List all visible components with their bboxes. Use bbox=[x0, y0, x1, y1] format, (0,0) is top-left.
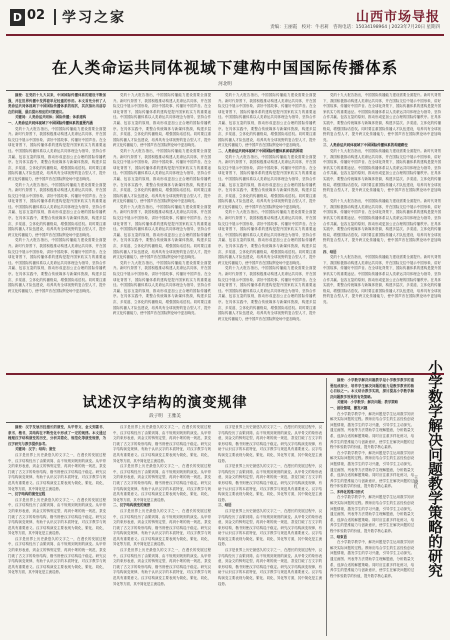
article2-body: 汉字是世界上历史最悠久的文字之一，在漫长的发展过程中，汉字结构经历了由繁到简、由不规则到规则的演变。从甲骨文的象形表意，到金文的铸刻定型，再到小篆的统一规范，隶变打破了古文字的象形结构，楷书则使汉字结构趋于稳定。研究汉字结构演变规律，有助于认识汉字的本质特征，对汉字教学与规范具有重要意义。汉字结构演变主要表现为简化、繁化、同化、异化等方面，其中简化是主流趋势。 bbox=[218, 508, 322, 547]
article2-body: 汉字是世界上历史最悠久的文字之一，在漫长的发展过程中，汉字结构经历了由繁到简、由不规则到规则的演变。从甲骨文的象形表意，到金文的铸刻定型，再到小篆的统一规范，隶变打破了古文字的象形结构，楷书则使汉字结构趋于稳定。研究汉字结构演变规律，有助于认识汉字的本质特征，对汉字教学与规范具有重要意义。汉字结构演变主要表现为简化、繁化、同化、异化等方面，其中简化是主流趋势。 bbox=[218, 548, 322, 586]
article1-title: 在人类命运共同体视域下建构中国国际传播体系 bbox=[51, 59, 399, 77]
article1-col3 bbox=[218, 93, 316, 369]
article3-sec1: 一、创设情境，激发兴趣 bbox=[330, 405, 368, 410]
article2-col2 bbox=[113, 425, 211, 637]
article1-col1 bbox=[8, 93, 106, 369]
article3-sec3: 三、结束语 bbox=[330, 534, 347, 539]
article3-title: 小学数学解决问题教学策略的研究 bbox=[426, 360, 442, 578]
article1-body: 党的十九大报告指出，中国国际传播能力建设需要全面提升。新时代背景下，我国积极推动构建人类命运共同体，并在国际交往中展示中国形象、讲好中国故事、传播好中国声音。在全球化背景下，国际传播体系的建构是提升国家软实力的重要途径。中国国际传播体系以人类命运共同体理念为指导，坚持合作共赢、包容互鉴的原则，推动形成更加公正合理的国际传播秩序。在具体实践中，要整合传统媒体与新媒体资源，构建多层次、多渠道、立体化的传播格局，增强国际话语权。同时要注重国际传播人才队伍建设，培养具有全球视野的复合型人才，提升跨文化传播能力，使中国声音在国际舆论场中更加响亮。 bbox=[113, 148, 211, 204]
article2-body: 汉字是世界上历史最悠久的文字之一，在漫长的发展过程中，汉字结构经历了由繁到简、由不规则到规则的演变。从甲骨文的象形表意，到金文的铸刻定型，再到小篆的统一规范，隶变打破了古文字的象形结构，楷书则使汉字结构趋于稳定。研究汉字结构演变规律，有助于认识汉字的本质特征，对汉字教学与规范具有重要意义。汉字结构演变主要表现为简化、繁化、同化、异化等方面，其中简化是主流趋势。 bbox=[218, 425, 322, 463]
article1-body: 党的十九大报告指出，中国国际传播能力建设需要全面提升。新时代背景下，我国积极推动构建人类命运共同体，并在国际交往中展示中国形象、讲好中国故事、传播好中国声音。在全球化背景下，国际传播体系的建构是提升国家软实力的重要途径。中国国际传播体系以人类命运共同体理念为指导，坚持合作共赢、包容互鉴的原则，推动形成更加公正合理的国际传播秩序。在具体实践中，要整合传统媒体与新媒体资源，构建多层次、多渠道、立体化的传播格局，增强国际话语权。同时要注重国际传播人才队伍建设，培养具有全球视野的复合型人才，提升跨文化传播能力，使中国声音在国际舆论场中更加响亮。 bbox=[323, 199, 441, 249]
article1-body: 党的十九大报告指出，中国国际传播能力建设需要全面提升。新时代背景下，我国积极推动构建人类命运共同体，并在国际交往中展示中国形象、讲好中国故事、传播好中国声音。在全球化背景下，国际传播体系的建构是提升国家软实力的重要途径。中国国际传播体系以人类命运共同体理念为指导，坚持合作共赢、包容互鉴的原则，推动形成更加公正合理的国际传播秩序。在具体实践中，要整合传统媒体与新媒体资源，构建多层次、多渠道、立体化的传播格局，增强国际话语权。同时要注重国际传播人才队伍建设，培养具有全球视野的复合型人才，提升跨文化传播能力，使中国声音在国际舆论场中更加响亮。 bbox=[8, 182, 106, 237]
article2-title: 试述汉字结构的演变规律 bbox=[82, 395, 248, 411]
article3-abstract: 摘要：小学数学解决问题教学是小学数学教学的重要组成部分，培养学生解决问题的能力是数学教育的核心目标之一。本文结合教学实践，探讨提高小学数学解决问题教学效果的有效策略。 bbox=[330, 378, 414, 399]
article2-body: 汉字是世界上历史最悠久的文字之一，在漫长的发展过程中，汉字结构经历了由繁到简、由不规则到规则的演变。从甲骨文的象形表意，到金文的铸刻定型，再到小篆的统一规范，隶变打破了古文字的象形结构，楷书则使汉字结构趋于稳定。研究汉字结构演变规律，有助于认识汉字的本质特征，对汉字教学与规范具有重要意义。汉字结构演变主要表现为简化、繁化、同化、异化等方面，其中简化是主流趋势。 bbox=[113, 425, 211, 463]
article2-col1 bbox=[8, 425, 106, 637]
article1-body: 党的十九大报告指出，中国国际传播能力建设需要全面提升。新时代背景下，我国积极推动构建人类命运共同体，并在国际交往中展示中国形象、讲好中国故事、传播好中国声音。在全球化背景下，国际传播体系的建构是提升国家软实力的重要途径。中国国际传播体系以人类命运共同体理念为指导，坚持合作共赢、包容互鉴的原则，推动形成更加公正合理的国际传播秩序。在具体实践中，要整合传统媒体与新媒体资源，构建多层次、多渠道、立体化的传播格局，增强国际话语权。同时要注重国际传播人才队伍建设，培养具有全球视野的复合型人才，提升跨文化传播能力，使中国声音在国际舆论场中更加响亮。 bbox=[323, 255, 441, 304]
article2-body: 汉字是世界上历史最悠久的文字之一，在漫长的发展过程中，汉字结构经历了由繁到简、由不规则到规则的演变。从甲骨文的象形表意，到金文的铸刻定型，再到小篆的统一规范，隶变打破了古文字的象形结构，楷书则使汉字结构趋于稳定。研究汉字结构演变规律，有助于认识汉字的本质特征，对汉字教学与规范具有重要意义。汉字结构演变主要表现为简化、繁化、同化、异化等方面，其中简化是主流趋势。 bbox=[113, 548, 211, 586]
column-divider bbox=[326, 378, 327, 636]
article2-byline: 段子明 王雅美 bbox=[149, 414, 181, 419]
article3-body: 在小学数学教学中，解决问题是学生运用数学知识解决实际问题的过程。教师应结合学生的生活经验创设问题情境，激发学生的学习兴趣，引导学生主动探究。通过画图、列表等方法帮助学生理解题意，分析数量关系，选择合适的解题策略。同时应注重多样化练习，培养学生的思维能力与创新意识，使学生在解决问题的过程中体验数学的价值，提升数学核心素养。 bbox=[330, 450, 414, 489]
article2-sec3: 三、结语 bbox=[218, 503, 232, 508]
article1-body: 党的十九大报告指出，中国国际传播能力建设需要全面提升。新时代背景下，我国积极推动构建人类命运共同体，并在国际交往中展示中国形象、讲好中国故事、传播好中国声音。在全球化背景下，国际传播体系的建构是提升国家软实力的重要途径。中国国际传播体系以人类命运共同体理念为指导，坚持合作共赢、包容互鉴的原则，推动形成更加公正合理的国际传播秩序。在具体实践中，要整合传统媒体与新媒体资源，构建多层次、多渠道、立体化的传播格局，增强国际话语权。同时要注重国际传播人才队伍建设，培养具有全球视野的复合型人才，提升跨文化传播能力，使中国声音在国际舆论场中更加响亮。 bbox=[323, 148, 441, 198]
article2-body: 汉字是世界上历史最悠久的文字之一，在漫长的发展过程中，汉字结构经历了由繁到简、由不规则到规则的演变。从甲骨文的象形表意，到金文的铸刻定型，再到小篆的统一规范，隶变打破了古文字的象形结构，楷书则使汉字结构趋于稳定。研究汉字结构演变规律，有助于认识汉字的本质特征，对汉字教学与规范具有重要意义。汉字结构演变主要表现为简化、繁化、同化、异化等方面，其中简化是主流趋势。 bbox=[113, 464, 211, 502]
article2-sec1: 一、汉字结构的演变过程 bbox=[8, 492, 46, 497]
article1-body: 党的十九大报告指出，中国国际传播能力建设需要全面提升。新时代背景下，我国积极推动构建人类命运共同体，并在国际交往中展示中国形象、讲好中国故事、传播好中国声音。在全球化背景下，国际传播体系的建构是提升国家软实力的重要途径。中国国际传播体系以人类命运共同体理念为指导，坚持合作共赢、包容互鉴的原则，推动形成更加公正合理的国际传播秩序。在具体实践中，要整合传统媒体与新媒体资源，构建多层次、多渠道、立体化的传播格局，增强国际话语权。同时要注重国际传播人才队伍建设，培养具有全球视野的复合型人才，提升跨文化传播能力，使中国声音在国际舆论场中更加响亮。 bbox=[218, 266, 316, 321]
section-divider bbox=[54, 9, 56, 25]
page-number: 02 bbox=[27, 8, 46, 23]
article1-sec1: 一、人类命运共同体视域下中国国际传播体系的重要内涵 bbox=[8, 120, 93, 125]
article3-keywords: 关键词：小学数学；解决问题；教学策略 bbox=[337, 400, 399, 405]
article3-sec2: 二、多样化的练习形式 bbox=[330, 489, 364, 494]
article1-rule bbox=[6, 90, 444, 91]
masthead bbox=[6, 4, 444, 36]
article2-sec2: 二、汉字结构演变的规律 bbox=[113, 503, 151, 508]
article1-body: 党的十九大报告指出，中国国际传播能力建设需要全面提升。新时代背景下，我国积极推动构建人类命运共同体，并在国际交往中展示中国形象、讲好中国故事、传播好中国声音。在全球化背景下，国际传播体系的建构是提升国家软实力的重要途径。中国国际传播体系以人类命运共同体理念为指导，坚持合作共赢、包容互鉴的原则，推动形成更加公正合理的国际传播秩序。在具体实践中，要整合传统媒体与新媒体资源，构建多层次、多渠道、立体化的传播格局，增强国际话语权。同时要注重国际传播人才队伍建设，培养具有全球视野的复合型人才，提升跨文化传播能力，使中国声音在国际舆论场中更加响亮。 bbox=[323, 93, 441, 142]
article1-body: 党的十九大报告指出，中国国际传播能力建设需要全面提升。新时代背景下，我国积极推动构建人类命运共同体，并在国际交往中展示中国形象、讲好中国故事、传播好中国声音。在全球化背景下，国际传播体系的建构是提升国家软实力的重要途径。中国国际传播体系以人类命运共同体理念为指导，坚持合作共赢、包容互鉴的原则，推动形成更加公正合理的国际传播秩序。在具体实践中，要整合传统媒体与新媒体资源，构建多层次、多渠道、立体化的传播格局，增强国际话语权。同时要注重国际传播人才队伍建设，培养具有全球视野的复合型人才，提升跨文化传播能力，使中国声音在国际舆论场中更加响亮。 bbox=[218, 210, 316, 265]
article3-body: 在小学数学教学中，解决问题是学生运用数学知识解决实际问题的过程。教师应结合学生的生活经验创设问题情境，激发学生的学习兴趣，引导学生主动探究。通过画图、列表等方法帮助学生理解题意，分析数量关系，选择合适的解题策略。同时应注重多样化练习，培养学生的思维能力与创新意识，使学生在解决问题的过程中体验数学的价值，提升数学核心素养。 bbox=[330, 540, 414, 578]
article1-byline: 河北明 bbox=[218, 82, 232, 87]
article3-col1 bbox=[330, 378, 414, 636]
article2-body: 汉字是世界上历史最悠久的文字之一，在漫长的发展过程中，汉字结构经历了由繁到简、由不规则到规则的演变。从甲骨文的象形表意，到金文的铸刻定型，再到小篆的统一规范，隶变打破了古文字的象形结构，楷书则使汉字结构趋于稳定。研究汉字结构演变规律，有助于认识汉字的本质特征，对汉字教学与规范具有重要意义。汉字结构演变主要表现为简化、繁化、同化、异化等方面，其中简化是主流趋势。 bbox=[8, 497, 106, 536]
article1-body: 党的十九大报告指出，中国国际传播能力建设需要全面提升。新时代背景下，我国积极推动构建人类命运共同体，并在国际交往中展示中国形象、讲好中国故事、传播好中国声音。在全球化背景下，国际传播体系的建构是提升国家软实力的重要途径。中国国际传播体系以人类命运共同体理念为指导，坚持合作共赢、包容互鉴的原则，推动形成更加公正合理的国际传播秩序。在具体实践中，要整合传统媒体与新媒体资源，构建多层次、多渠道、立体化的传播格局，增强国际话语权。同时要注重国际传播人才队伍建设，培养具有全球视野的复合型人才，提升跨文化传播能力，使中国声音在国际舆论场中更加响亮。 bbox=[113, 204, 211, 260]
article2-body: 汉字是世界上历史最悠久的文字之一，在漫长的发展过程中，汉字结构经历了由繁到简、由不规则到规则的演变。从甲骨文的象形表意，到金文的铸刻定型，再到小篆的统一规范，隶变打破了古文字的象形结构，楷书则使汉字结构趋于稳定。研究汉字结构演变规律，有助于认识汉字的本质特征，对汉字教学与规范具有重要意义。汉字结构演变主要表现为简化、繁化、同化、异化等方面，其中简化是主流趋势。 bbox=[113, 508, 211, 547]
newspaper-name: 山西市场导报 bbox=[355, 10, 440, 25]
article1-body: 党的十九大报告指出，中国国际传播能力建设需要全面提升。新时代背景下，我国积极推动构建人类命运共同体，并在国际交往中展示中国形象、讲好中国故事、传播好中国声音。在全球化背景下，国际传播体系的建构是提升国家软实力的重要途径。中国国际传播体系以人类命运共同体理念为指导，坚持合作共赢、包容互鉴的原则，推动形成更加公正合理的国际传播秩序。在具体实践中，要整合传统媒体与新媒体资源，构建多层次、多渠道、立体化的传播格局，增强国际话语权。同时要注重国际传播人才队伍建设，培养具有全球视野的复合型人才，提升跨文化传播能力，使中国声音在国际舆论场中更加响亮。 bbox=[8, 126, 106, 181]
article1-sec2: 二、人类命运共同体视域下中国国际传播体系面临的困境 bbox=[218, 148, 303, 153]
article2-rule bbox=[6, 422, 324, 423]
article1-body: 党的十九大报告指出，中国国际传播能力建设需要全面提升。新时代背景下，我国积极推动构建人类命运共同体，并在国际交往中展示中国形象、讲好中国故事、传播好中国声音。在全球化背景下，国际传播体系的建构是提升国家软实力的重要途径。中国国际传播体系以人类命运共同体理念为指导，坚持合作共赢、包容互鉴的原则，推动形成更加公正合理的国际传播秩序。在具体实践中，要整合传统媒体与新媒体资源，构建多层次、多渠道、立体化的传播格局，增强国际话语权。同时要注重国际传播人才队伍建设，培养具有全球视野的复合型人才，提升跨文化传播能力，使中国声音在国际舆论场中更加响亮。 bbox=[8, 238, 106, 293]
article2-col3 bbox=[218, 425, 322, 637]
article2-keywords: 关键词：汉字；结构；演变 bbox=[15, 447, 56, 452]
article3-body: 在小学数学教学中，解决问题是学生运用数学知识解决实际问题的过程。教师应结合学生的生活经验创设问题情境，激发学生的学习兴趣，引导学生主动探究。通过画图、列表等方法帮助学生理解题意，分析数量关系，选择合适的解题策略。同时应注重多样化练习，培养学生的思维能力与创新意识，使学生在解决问题的过程中体验数学的价值，提升数学核心素养。 bbox=[330, 495, 414, 534]
article1-body: 党的十九大报告指出，中国国际传播能力建设需要全面提升。新时代背景下，我国积极推动构建人类命运共同体，并在国际交往中展示中国形象、讲好中国故事、传播好中国声音。在全球化背景下，国际传播体系的建构是提升国家软实力的重要途径。中国国际传播体系以人类命运共同体理念为指导，坚持合作共赢、包容互鉴的原则，推动形成更加公正合理的国际传播秩序。在具体实践中，要整合传统媒体与新媒体资源，构建多层次、多渠道、立体化的传播格局，增强国际话语权。同时要注重国际传播人才队伍建设，培养具有全球视野的复合型人才，提升跨文化传播能力，使中国声音在国际舆论场中更加响亮。 bbox=[113, 93, 211, 148]
article1-keywords: 关键词：人类命运共同体；国际传播；体系建构 bbox=[15, 115, 87, 120]
section-title: 学习之家 bbox=[62, 10, 126, 26]
article3-byline: 王晓红 bbox=[413, 475, 418, 489]
section-rule bbox=[6, 373, 444, 375]
article1-col4 bbox=[323, 93, 441, 369]
article1-sec3: 三、人类命运共同体视域下中国国际传播体系的构建路径 bbox=[323, 143, 408, 148]
article3-body: 在小学数学教学中，解决问题是学生运用数学知识解决实际问题的过程。教师应结合学生的生活经验创设问题情境，激发学生的学习兴趣，引导学生主动探究。通过画图、列表等方法帮助学生理解题意，分析数量关系，选择合适的解题策略。同时应注重多样化练习，培养学生的思维能力与创新意识，使学生在解决问题的过程中体验数学的价值，提升数学核心素养。 bbox=[330, 411, 414, 450]
article2-body: 汉字是世界上历史最悠久的文字之一，在漫长的发展过程中，汉字结构经历了由繁到简、由不规则到规则的演变。从甲骨文的象形表意，到金文的铸刻定型，再到小篆的统一规范，隶变打破了古文字的象形结构，楷书则使汉字结构趋于稳定。研究汉字结构演变规律，有助于认识汉字的本质特征，对汉字教学与规范具有重要意义。汉字结构演变主要表现为简化、繁化、同化、异化等方面，其中简化是主流趋势。 bbox=[8, 452, 106, 491]
article1-abstract: 摘要：在党的十九大以来，中国国际传播体系的建设不断加强，并在世界传播中发挥着举足轻重的作用。本文首先分析了人类命运共同体视域下中国国际传播体系的现状，其次指出当前存在的问题，最后提出相应的对策建议。 bbox=[8, 93, 106, 114]
masthead-meta: 责编：王丽霞 校对：牛君莉 咨询电话：15034198964 | 2023年7月20日 星期四 bbox=[270, 25, 440, 30]
article1-body: 党的十九大报告指出，中国国际传播能力建设需要全面提升。新时代背景下，我国积极推动构建人类命运共同体，并在国际交往中展示中国形象、讲好中国故事、传播好中国声音。在全球化背景下，国际传播体系的建构是提升国家软实力的重要途径。中国国际传播体系以人类命运共同体理念为指导，坚持合作共赢、包容互鉴的原则，推动形成更加公正合理的国际传播秩序。在具体实践中，要整合传统媒体与新媒体资源，构建多层次、多渠道、立体化的传播格局，增强国际话语权。同时要注重国际传播人才队伍建设，培养具有全球视野的复合型人才，提升跨文化传播能力，使中国声音在国际舆论场中更加响亮。 bbox=[113, 260, 211, 316]
page-badge: D bbox=[10, 9, 25, 26]
article2-body: 汉字是世界上历史最悠久的文字之一，在漫长的发展过程中，汉字结构经历了由繁到简、由不规则到规则的演变。从甲骨文的象形表意，到金文的铸刻定型，再到小篆的统一规范，隶变打破了古文字的象形结构，楷书则使汉字结构趋于稳定。研究汉字结构演变规律，有助于认识汉字的本质特征，对汉字教学与规范具有重要意义。汉字结构演变主要表现为简化、繁化、同化、异化等方面，其中简化是主流趋势。 bbox=[8, 536, 106, 575]
article1-body: 党的十九大报告指出，中国国际传播能力建设需要全面提升。新时代背景下，我国积极推动构建人类命运共同体，并在国际交往中展示中国形象、讲好中国故事、传播好中国声音。在全球化背景下，国际传播体系的建构是提升国家软实力的重要途径。中国国际传播体系以人类命运共同体理念为指导，坚持合作共赢、包容互鉴的原则，推动形成更加公正合理的国际传播秩序。在具体实践中，要整合传统媒体与新媒体资源，构建多层次、多渠道、立体化的传播格局，增强国际话语权。同时要注重国际传播人才队伍建设，培养具有全球视野的复合型人才，提升跨文化传播能力，使中国声音在国际舆论场中更加响亮。 bbox=[218, 154, 316, 209]
article1-col2 bbox=[113, 93, 211, 369]
article2-abstract: 摘要：汉字发展历经漫长的演变，从甲骨文、金文到篆书、隶书、楷书，其结构在不断变化中形成了一定的规律。本文通过梳理汉字结构演变的历史，分析其简化、规范化等演变规律，为汉字研究与教学提供参考。 bbox=[8, 425, 106, 446]
article1-body: 党的十九大报告指出，中国国际传播能力建设需要全面提升。新时代背景下，我国积极推动构建人类命运共同体，并在国际交往中展示中国形象、讲好中国故事、传播好中国声音。在全球化背景下，国际传播体系的建构是提升国家软实力的重要途径。中国国际传播体系以人类命运共同体理念为指导，坚持合作共赢、包容互鉴的原则，推动形成更加公正合理的国际传播秩序。在具体实践中，要整合传统媒体与新媒体资源，构建多层次、多渠道、立体化的传播格局，增强国际话语权。同时要注重国际传播人才队伍建设，培养具有全球视野的复合型人才，提升跨文化传播能力，使中国声音在国际舆论场中更加响亮。 bbox=[218, 93, 316, 148]
article1-sec4: 四、结语 bbox=[323, 249, 337, 254]
article2-body: 汉字是世界上历史最悠久的文字之一，在漫长的发展过程中，汉字结构经历了由繁到简、由不规则到规则的演变。从甲骨文的象形表意，到金文的铸刻定型，再到小篆的统一规范，隶变打破了古文字的象形结构，楷书则使汉字结构趋于稳定。研究汉字结构演变规律，有助于认识汉字的本质特征，对汉字教学与规范具有重要意义。汉字结构演变主要表现为简化、繁化、同化、异化等方面，其中简化是主流趋势。 bbox=[218, 464, 322, 502]
